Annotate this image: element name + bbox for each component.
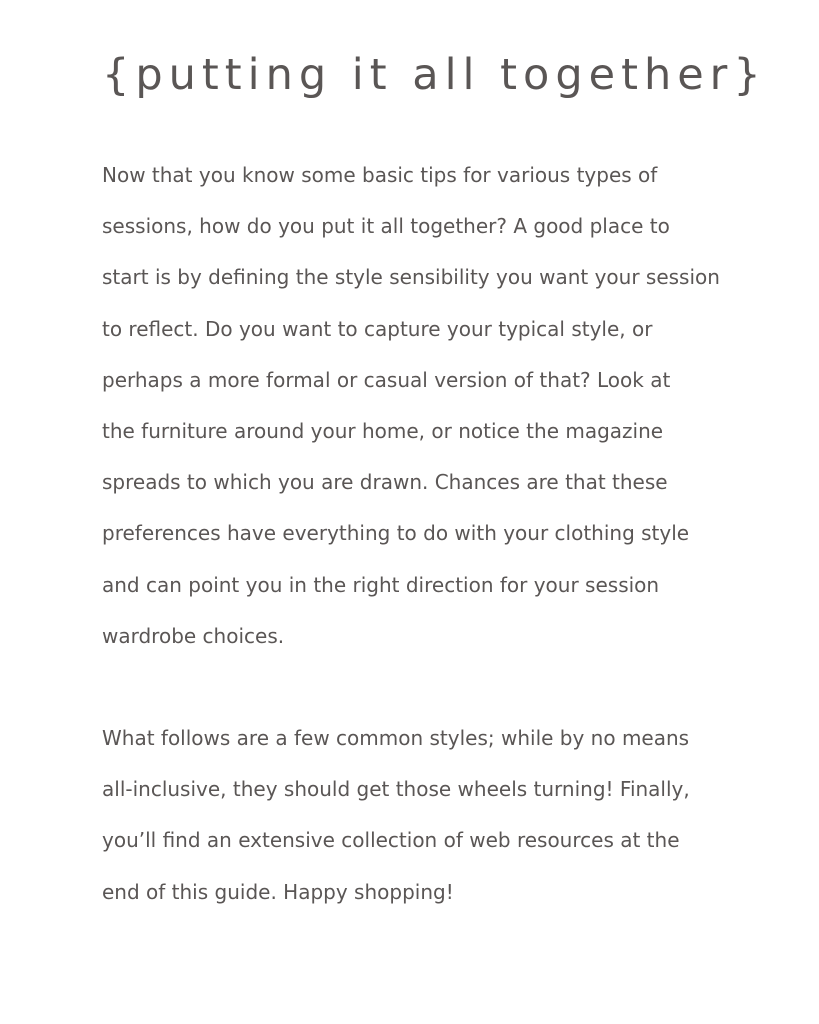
text-line: the furniture around your home, or notice the magazine <box>102 418 664 443</box>
page-title: {putting it all together} <box>102 50 767 100</box>
text-line: spreads to which you are drawn. Chances are that these <box>102 470 668 495</box>
text-line: to reflect. Do you want to capture your typical style, or <box>102 316 653 341</box>
text-line: perhaps a more formal or casual version of that? Look at <box>102 367 671 392</box>
intro-paragraph <box>102 150 762 662</box>
text-line: sessions, how do you put it all together? A good place to <box>102 214 670 239</box>
text-line: all-inclusive, they should get those wheels turning! Finally, <box>102 777 690 802</box>
text-line: end of this guide. Happy shopping! <box>102 879 454 904</box>
styles-paragraph <box>102 713 762 918</box>
text-line: and can point you in the right direction for your session <box>102 572 660 597</box>
text-line: you’ll find an extensive collection of web resources at the <box>102 828 680 853</box>
text-line: start is by defining the style sensibility you want your session <box>102 265 720 290</box>
text-line: What follows are a few common styles; while by no means <box>102 726 690 750</box>
text-line: preferences have everything to do with your clothing style <box>102 521 690 546</box>
text-line: wardrobe choices. <box>102 623 285 648</box>
text-line: Now that you know some basic tips for various types of <box>102 163 658 187</box>
